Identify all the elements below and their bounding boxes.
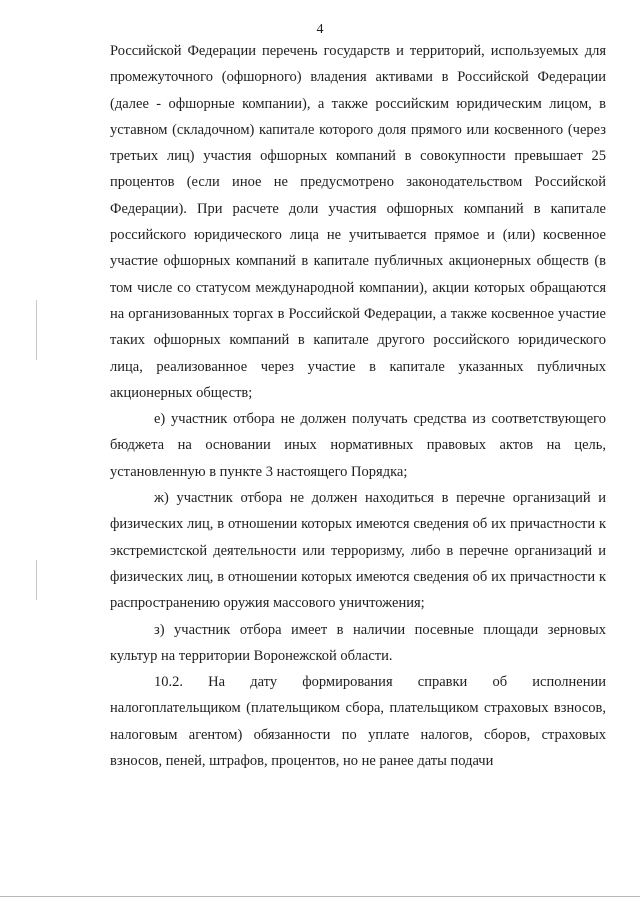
paragraph-continuation: Российской Федерации перечень государств и территорий, используемых для промежуточного (офшорного) владения активами в Российской Федерации (далее - офшорные компании), а также российским юридическим лицом, в уставном (складочном) капитале которого доля прямого или косвенного (через третьих лиц) участия офшорных компаний в совокупности превышает 25 процентов (если иное не предусмотрено законодательством Российской Федерации). При расчете доли участия офшорных компаний в капитале российского юридического лица не учитывается прямое и (или) косвенное участие офшорных компаний в капитале публичных акционерных обществ (в том числе со статусом международной компании), акции которых обращаются на организованных торгах в Российской Федерации, а также косвенное участие таких офшорных компаний в капитале другого российского юридического лица, реализованное через участие в капитале указанных публичных акционерных обществ; [110, 43, 606, 401]
footer-rule [0, 896, 640, 897]
paragraph-item-zh: ж) участник отбора не должен находиться в перечне организаций и физических лиц, в отношении которых имеются сведения об их причастности к экстремистской деятельности или терроризму, либо в перечне организаций и физических лиц, в отношении которых имеются сведения об их причастности к распространению оружия массового уничтожения; [110, 490, 606, 612]
page-number: 4 [316, 22, 324, 37]
paragraph-clause-10-2: 10.2. На дату формирования справки об исполнении налогоплательщиком (плательщиком сбора, плательщиком страховых взносов, налоговым агентом) обязанности по уплате налогов, сборов, страховых взносов, пеней, штрафов, процентов, но не ранее даты подачи [110, 674, 606, 770]
paragraph-item-z: з) участник отбора имеет в наличии посевные площади зерновых культур на территории Воронежской области. [110, 621, 606, 664]
scan-artifact-left-lower [36, 560, 37, 600]
document-body [110, 38, 606, 774]
paragraph-item-e: е) участник отбора не должен получать средства из соответствующего бюджета на основании иных нормативных правовых актов на цель, установленную в пункте 3 настоящего Порядка; [110, 411, 606, 480]
scan-artifact-left [36, 300, 37, 360]
